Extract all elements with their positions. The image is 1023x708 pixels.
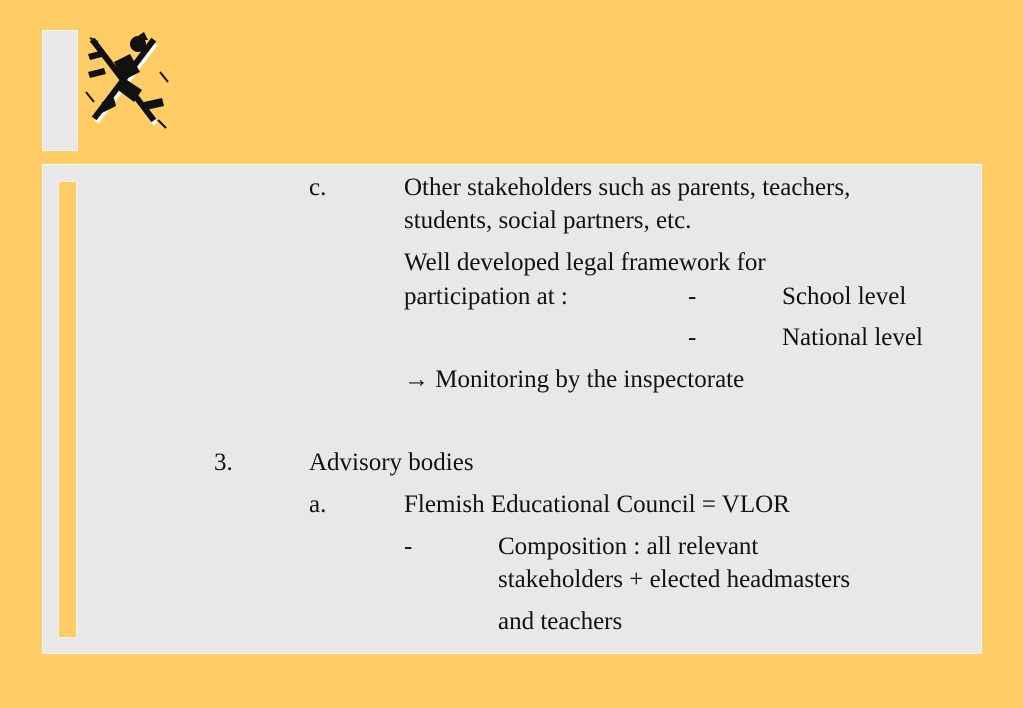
national-level-dash: - (688, 324, 697, 351)
framework-line2: participation at : (404, 283, 568, 310)
school-level-dash: - (688, 283, 697, 310)
item-c-line2: students, social partners, etc. (404, 207, 692, 234)
section-3-title: Advisory bodies (309, 449, 474, 476)
composition-line2: stakeholders + elected headmasters (498, 566, 851, 593)
item-a-marker: a. (309, 491, 327, 518)
composition-line3: and teachers (498, 608, 623, 635)
school-level-label: School level (782, 283, 907, 310)
national-level-label: National level (782, 324, 923, 351)
item-c-marker: c. (309, 174, 327, 201)
logo-strip (42, 30, 78, 151)
item-a-text: Flemish Educational Council = VLOR (404, 491, 790, 518)
panel-accent-bar (58, 181, 77, 638)
flemish-lion-icon (84, 32, 170, 132)
composition-dash: - (404, 533, 413, 560)
item-c-line1: Other stakeholders such as parents, teachers, (404, 174, 851, 201)
monitoring-line: → Monitoring by the inspectorate (404, 366, 745, 393)
composition-line1: Composition : all relevant (498, 533, 759, 560)
framework-line1: Well developed legal framework for (404, 249, 766, 276)
section-3-number: 3. (214, 449, 233, 476)
